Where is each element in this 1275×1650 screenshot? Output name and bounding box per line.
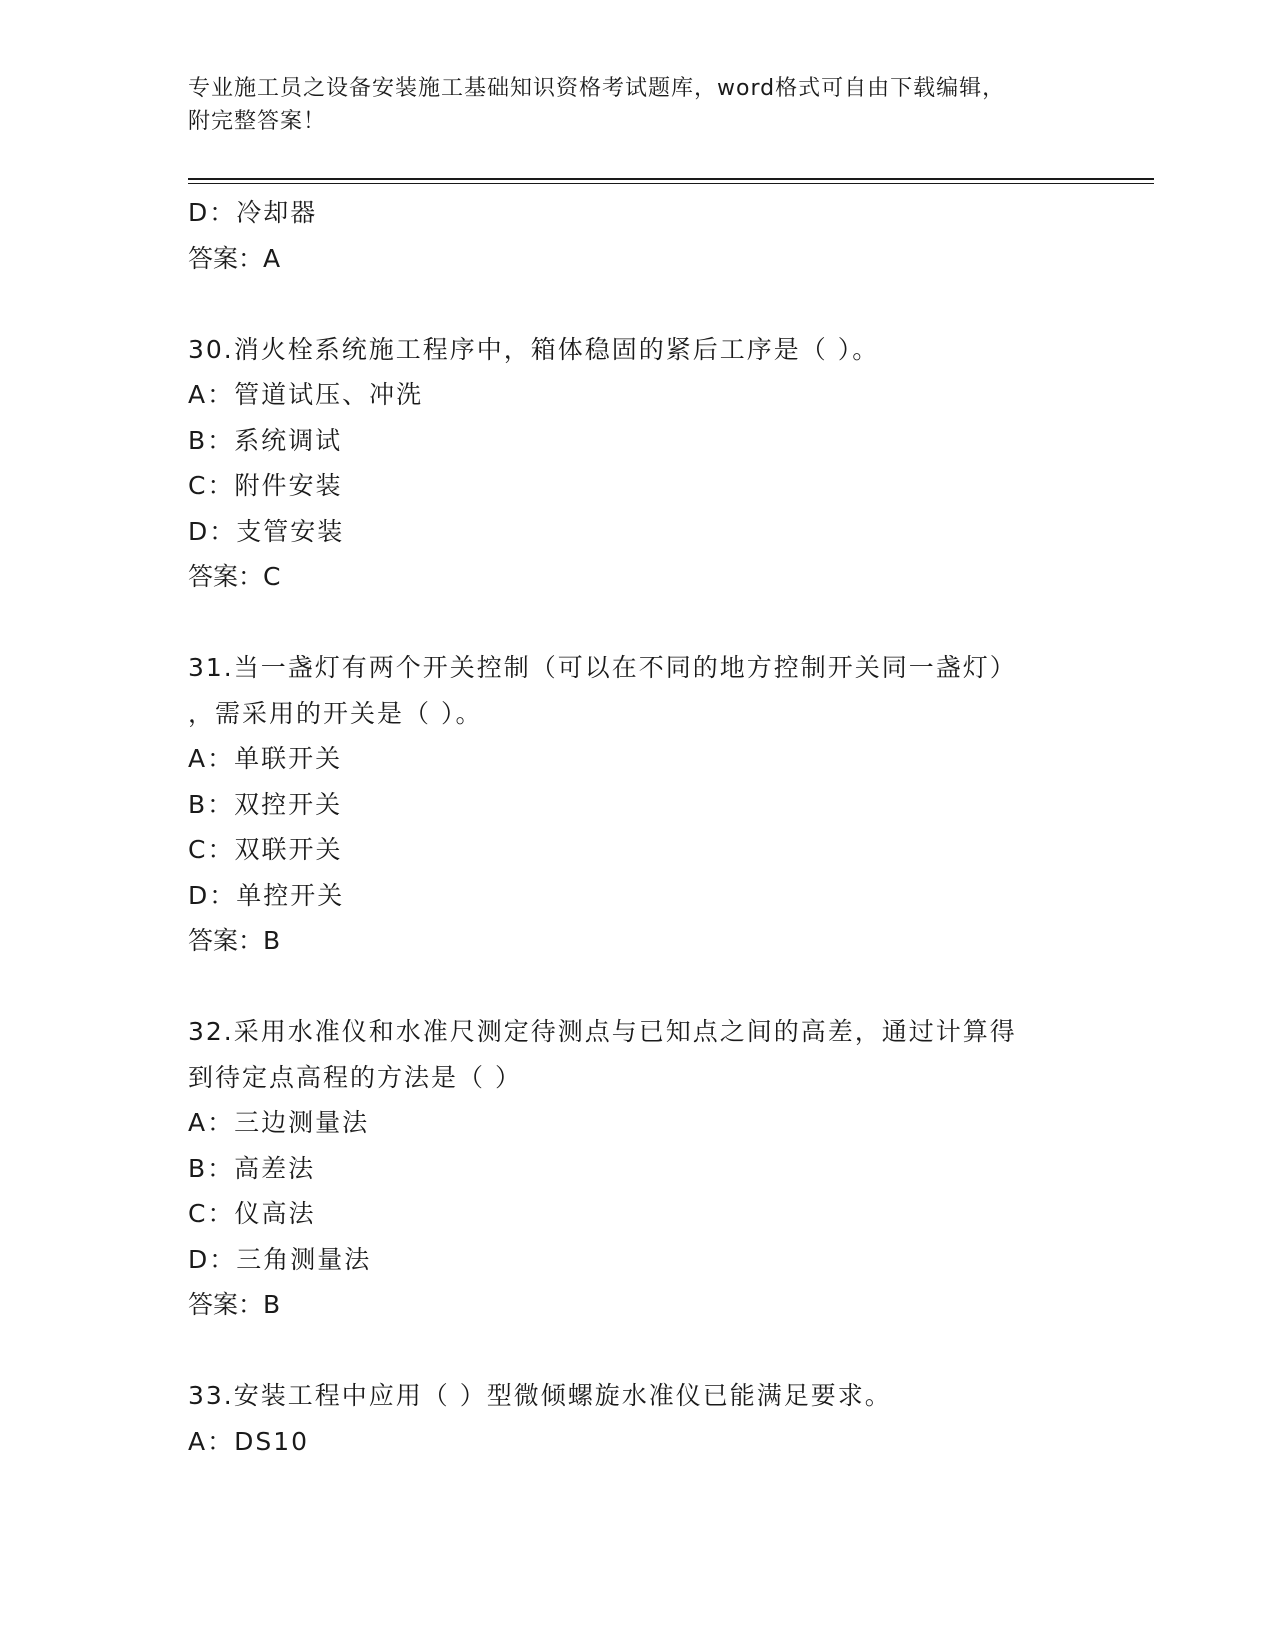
option-d: D：单控开关 [188,880,345,910]
header-divider-thin [188,183,1154,184]
answer: 答案：B [188,926,281,955]
question-stem: 31.当一盏灯有两个开关控制（可以在不同的地方控制开关同一盏灯） [188,653,1017,682]
header-line-1: 专业施工员之设备安装施工基础知识资格考试题库，word格式可自由下载编辑， [188,76,1006,101]
option-d: D：三角测量法 [188,1244,372,1274]
option-c: C：仪高法 [188,1199,316,1228]
option-c: C：双联开关 [188,835,343,864]
document-header [188,72,1088,138]
option-a: A：管道试压、冲洗 [188,380,424,409]
option-d: D：支管安装 [188,516,345,546]
header-divider-thick [188,178,1154,180]
spacer [188,600,1128,646]
question-list [188,190,1128,1464]
option-a: A：DS10 [188,1426,310,1456]
option-b: B：系统调试 [188,425,343,455]
question-31 [188,645,1128,964]
spacer [188,281,1128,327]
prev-option-d: D：冷却器 [188,198,318,227]
header-line-2: 附完整答案！ [188,109,327,134]
question-stem: 32.采用水准仪和水准尺测定待测点与已知点之间的高差，通过计算得 [188,1017,1017,1046]
prev-answer: 答案：A [188,243,281,273]
answer: 答案：C [188,562,281,591]
spacer [188,1328,1128,1374]
option-a: A：单联开关 [188,744,343,773]
question-stem-cont: ，需采用的开关是（ ）。 [188,698,483,728]
option-b: B：双控开关 [188,789,343,819]
option-b: B：高差法 [188,1153,316,1183]
answer: 答案：B [188,1290,281,1319]
question-32 [188,1009,1128,1328]
spacer [188,964,1128,1010]
option-c: C：附件安装 [188,471,343,500]
question-30 [188,327,1128,600]
question-stem: 33.安装工程中应用（ ）型微倾螺旋水准仪已能满足要求。 [188,1381,892,1410]
question-stem: 30.消火栓系统施工程序中，箱体稳固的紧后工序是（ ）。 [188,334,880,364]
question-33 [188,1373,1128,1464]
option-a: A：三边测量法 [188,1108,370,1137]
question-stem-cont: 到待定点高程的方法是（ ） [188,1062,522,1092]
